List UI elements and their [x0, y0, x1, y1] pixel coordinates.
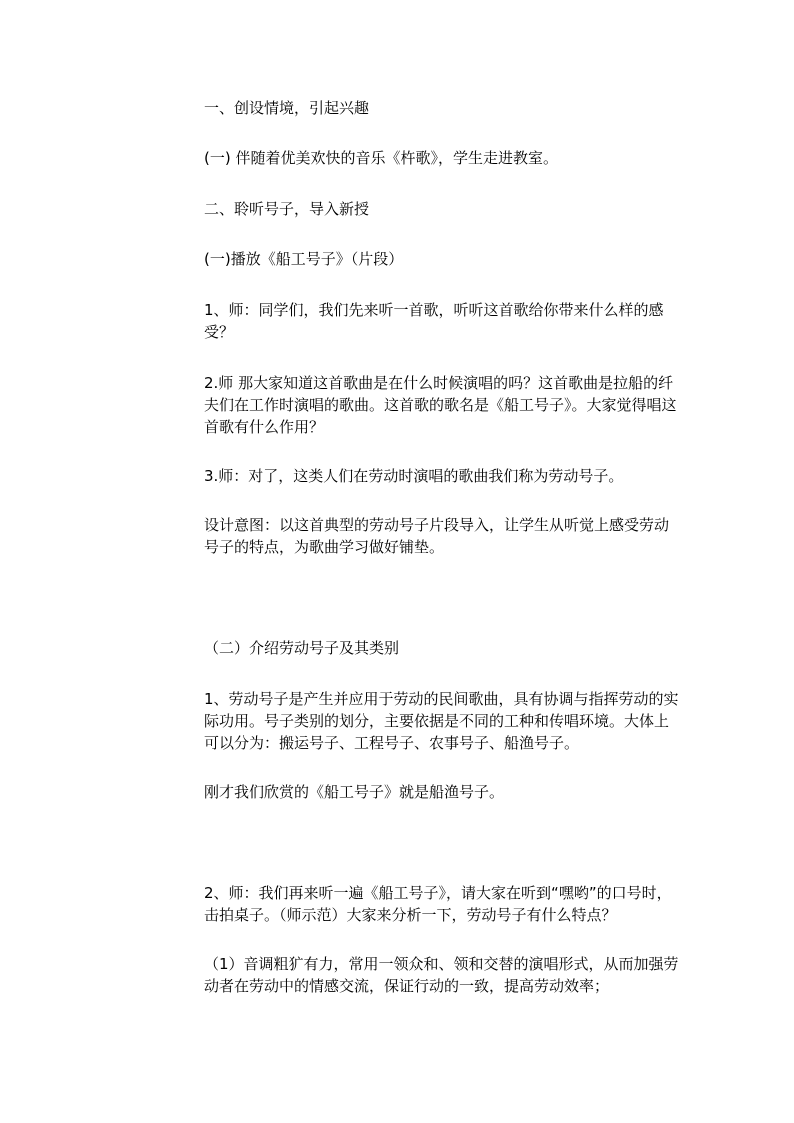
paragraph-feature-1: （1）音调粗犷有力，常用一领众和、领和交替的演唱形式，从而加强劳动者在劳动中的情感交流，保证行动的一致，提高劳动效率； [204, 955, 679, 995]
heading-create-situation: 一、创设情境，引起兴趣 [204, 99, 370, 117]
paragraph-intro-music: (一) 伴随着优美欢快的音乐《杵歌》，学生走进教室。 [204, 149, 558, 167]
paragraph-teacher-1: 1、师：同学们，我们先来听一首歌，听听这首歌给你带来什么样的感受？ [204, 301, 664, 341]
paragraph-teacher-3: 3.师：对了，这类人们在劳动时演唱的歌曲我们称为劳动号子。 [204, 467, 624, 485]
paragraph-teacher-listen: 2、师：我们再来听一遍《船工号子》，请大家在听到“嘿哟”的口号时，击拍桌子。（师示范）大家来分析一下，劳动号子有什么特点？ [204, 884, 672, 924]
paragraph-teacher-2: 2.师 那大家知道这首歌曲是在什么时候演唱的吗？这首歌曲是拉船的纤夫们在工作时演唱的歌曲。这首歌的歌名是《船工号子》。大家觉得唱这首歌有什么作用？ [204, 374, 677, 436]
paragraph-play-song: (一)播放《船工号子》（片段） [204, 250, 404, 268]
heading-listen-haozi: 二、聆听号子，导入新授 [204, 200, 370, 218]
heading-introduce-types: （二）介绍劳动号子及其类别 [204, 639, 400, 657]
paragraph-appreciated: 刚才我们欣赏的《船工号子》就是船渔号子。 [204, 783, 505, 801]
paragraph-design-intent: 设计意图：以这首典型的劳动号子片段导入，让学生从听觉上感受劳动号子的特点，为歌曲学习做好铺垫。 [204, 516, 670, 556]
paragraph-haozi-types: 1、劳动号子是产生并应用于劳动的民间歌曲，具有协调与指挥劳动的实际功用。号子类别的划分，主要依据是不同的工种和传唱环境。大体上可以分为：搬运号子、工程号子、农事号子、船渔号子。 [204, 690, 679, 752]
